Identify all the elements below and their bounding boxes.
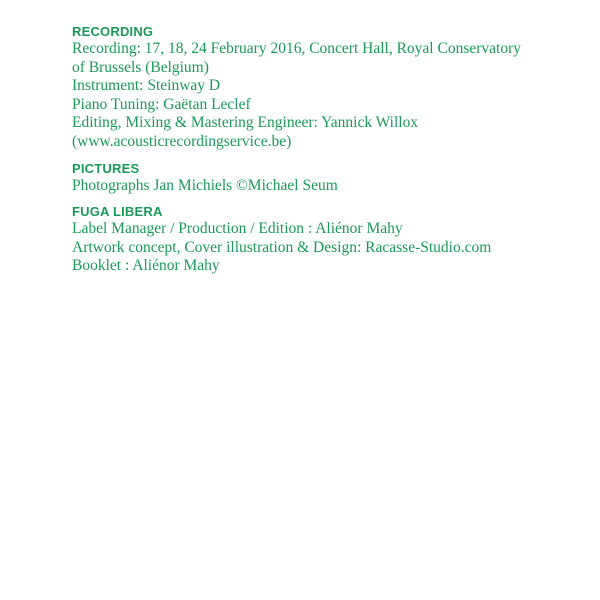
- recording-line: Recording: 17, 18, 24 February 2016, Concert Hall, Royal Conservatory: [72, 40, 521, 57]
- fuga-libera-line: Label Manager / Production / Edition : Aliénor Mahy: [72, 220, 403, 238]
- credits-page: [72, 24, 572, 285]
- recording-line: (www.acousticrecordingservice.be): [72, 132, 292, 150]
- pictures-line: Photographs Jan Michiels ©Michael Seum: [72, 176, 338, 194]
- recording-line: Piano Tuning: Gaëtan Leclef: [72, 95, 251, 113]
- fuga-libera-line: Artwork concept, Cover illustration & Design: Racasse-Studio.com: [72, 238, 492, 256]
- pictures-heading: PICTURES: [72, 160, 140, 176]
- fuga-libera-heading: FUGA LIBERA: [72, 204, 163, 220]
- recording-line: Instrument: Steinway D: [72, 77, 221, 95]
- recording-section: [72, 24, 572, 152]
- pictures-section: [72, 161, 572, 196]
- recording-line: of Brussels (Belgium): [72, 58, 209, 76]
- recording-heading: RECORDING: [72, 24, 154, 39]
- fuga-libera-section: [72, 204, 572, 276]
- fuga-libera-line: Booklet : Aliénor Mahy: [72, 257, 220, 275]
- recording-line: Editing, Mixing & Mastering Engineer: Yannick Willox: [72, 114, 419, 132]
